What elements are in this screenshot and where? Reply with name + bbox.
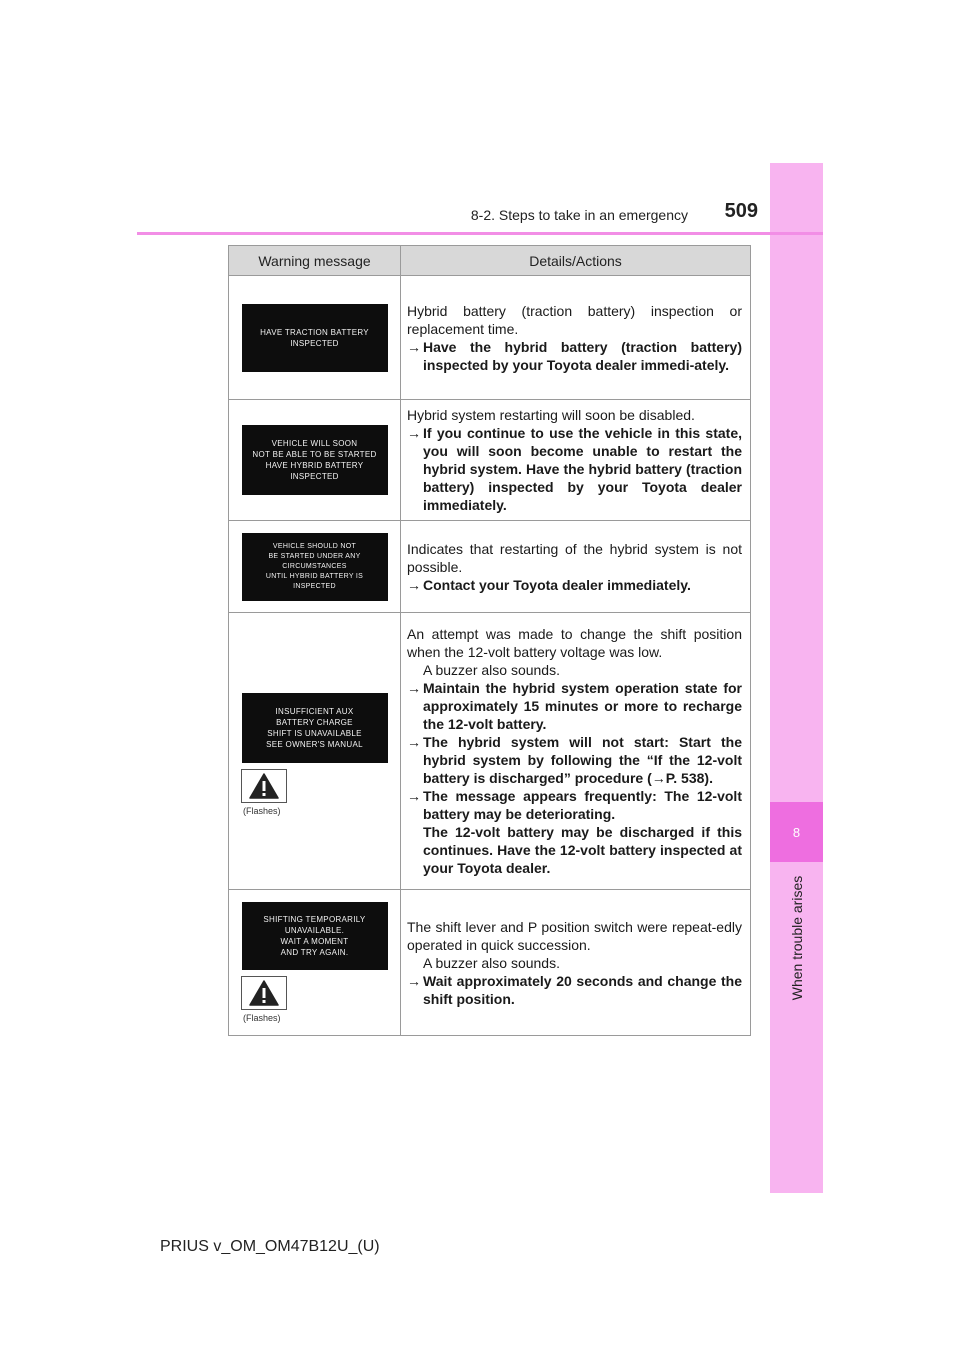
side-tab [770, 163, 823, 1193]
warning-display-cell [229, 890, 401, 1036]
flashes-note: (Flashes) [243, 1013, 281, 1023]
warning-message-table [228, 245, 751, 1036]
section-title: 8-2. Steps to take in an emergency [470, 207, 688, 223]
details-cell [401, 276, 751, 400]
table-row [229, 276, 751, 400]
details-cell [401, 890, 751, 1036]
warning-display-cell [229, 276, 401, 400]
flashes-note: (Flashes) [243, 805, 281, 816]
details-text: Hybrid battery (traction battery) inspection or replacement time. [407, 302, 742, 337]
buzzer-note: A buzzer also sounds. [423, 954, 560, 971]
details-cell [401, 400, 751, 521]
table-row [229, 521, 751, 613]
master-warning-indicator [241, 769, 287, 803]
table-header-row [229, 246, 751, 276]
details-text: The shift lever and P position switch were repeat-edly operated in quick succession. [407, 918, 742, 953]
details-cell [401, 613, 751, 890]
chapter-label: When trouble arises [789, 875, 805, 1001]
warning-display-cell [229, 521, 401, 613]
details-text: Indicates that restarting of the hybrid system is not possible. [407, 540, 742, 575]
action-text: → Have the hybrid battery (traction battery) inspected by your Toyota dealer immedi-ately. [407, 338, 742, 373]
header-rule [137, 232, 823, 235]
action-text: → The message appears frequently: The 12-volt battery may be deteriorating. [407, 788, 742, 822]
warning-display-image: INSUFFICIENT AUX BATTERY CHARGE SHIFT IS UNAVAILABLE SEE OWNER'S MANUAL [242, 693, 388, 763]
details-text: An attempt was made to change the shift position when the 12-volt battery voltage was low. [407, 626, 742, 660]
action-text: → Contact your Toyota dealer immediately. [407, 576, 691, 593]
warning-display-image: SHIFTING TEMPORARILY UNAVAILABLE. WAIT A MOMENT AND TRY AGAIN. [242, 902, 388, 970]
column-header-details-actions: Details/Actions [401, 246, 751, 276]
table-row [229, 890, 751, 1036]
warning-triangle-icon [249, 773, 279, 799]
warning-display-image: VEHICLE SHOULD NOT BE STARTED UNDER ANY CIRCUMSTANCES UNTIL HYBRID BATTERY IS INSPECTED [242, 533, 388, 601]
page-number: 509 [724, 200, 758, 222]
action-text: → If you continue to use the vehicle in this state, you will soon become unable to restart the hybrid system. Have the hybrid battery (traction battery) inspected by your Toyota dealer immediately. [407, 425, 742, 513]
details-text: Hybrid system restarting will soon be disabled. [407, 407, 695, 423]
warning-triangle-icon [249, 980, 279, 1006]
warning-display-image: HAVE TRACTION BATTERY INSPECTED [242, 304, 388, 372]
document-code: PRIUS v_OM_OM47B12U_(U) [160, 1238, 380, 1255]
warning-display-cell [229, 400, 401, 521]
warning-display-cell [229, 613, 401, 890]
action-text: → Maintain the hybrid system operation state for approximately 15 minutes or more to recharge the 12-volt battery. [407, 680, 742, 732]
action-text: → Wait approximately 20 seconds and change the shift position. [407, 972, 742, 1007]
chapter-number-tab: 8 [770, 802, 823, 862]
followup-text: The 12-volt battery may be discharged if this continues. Have the 12-volt battery inspected at your Toyota dealer. [423, 824, 742, 876]
buzzer-note: A buzzer also sounds. [423, 662, 560, 678]
action-text: → The hybrid system will not start: Start the hybrid system by following the “If the 12-volt battery is discharged” procedure (→P. 538). [407, 734, 742, 786]
master-warning-indicator [241, 976, 287, 1010]
table-row [229, 400, 751, 521]
details-cell [401, 521, 751, 613]
table-row [229, 613, 751, 890]
column-header-warning-message: Warning message [229, 246, 401, 276]
warning-display-image: VEHICLE WILL SOON NOT BE ABLE TO BE STARTED HAVE HYBRID BATTERY INSPECTED [242, 425, 388, 495]
